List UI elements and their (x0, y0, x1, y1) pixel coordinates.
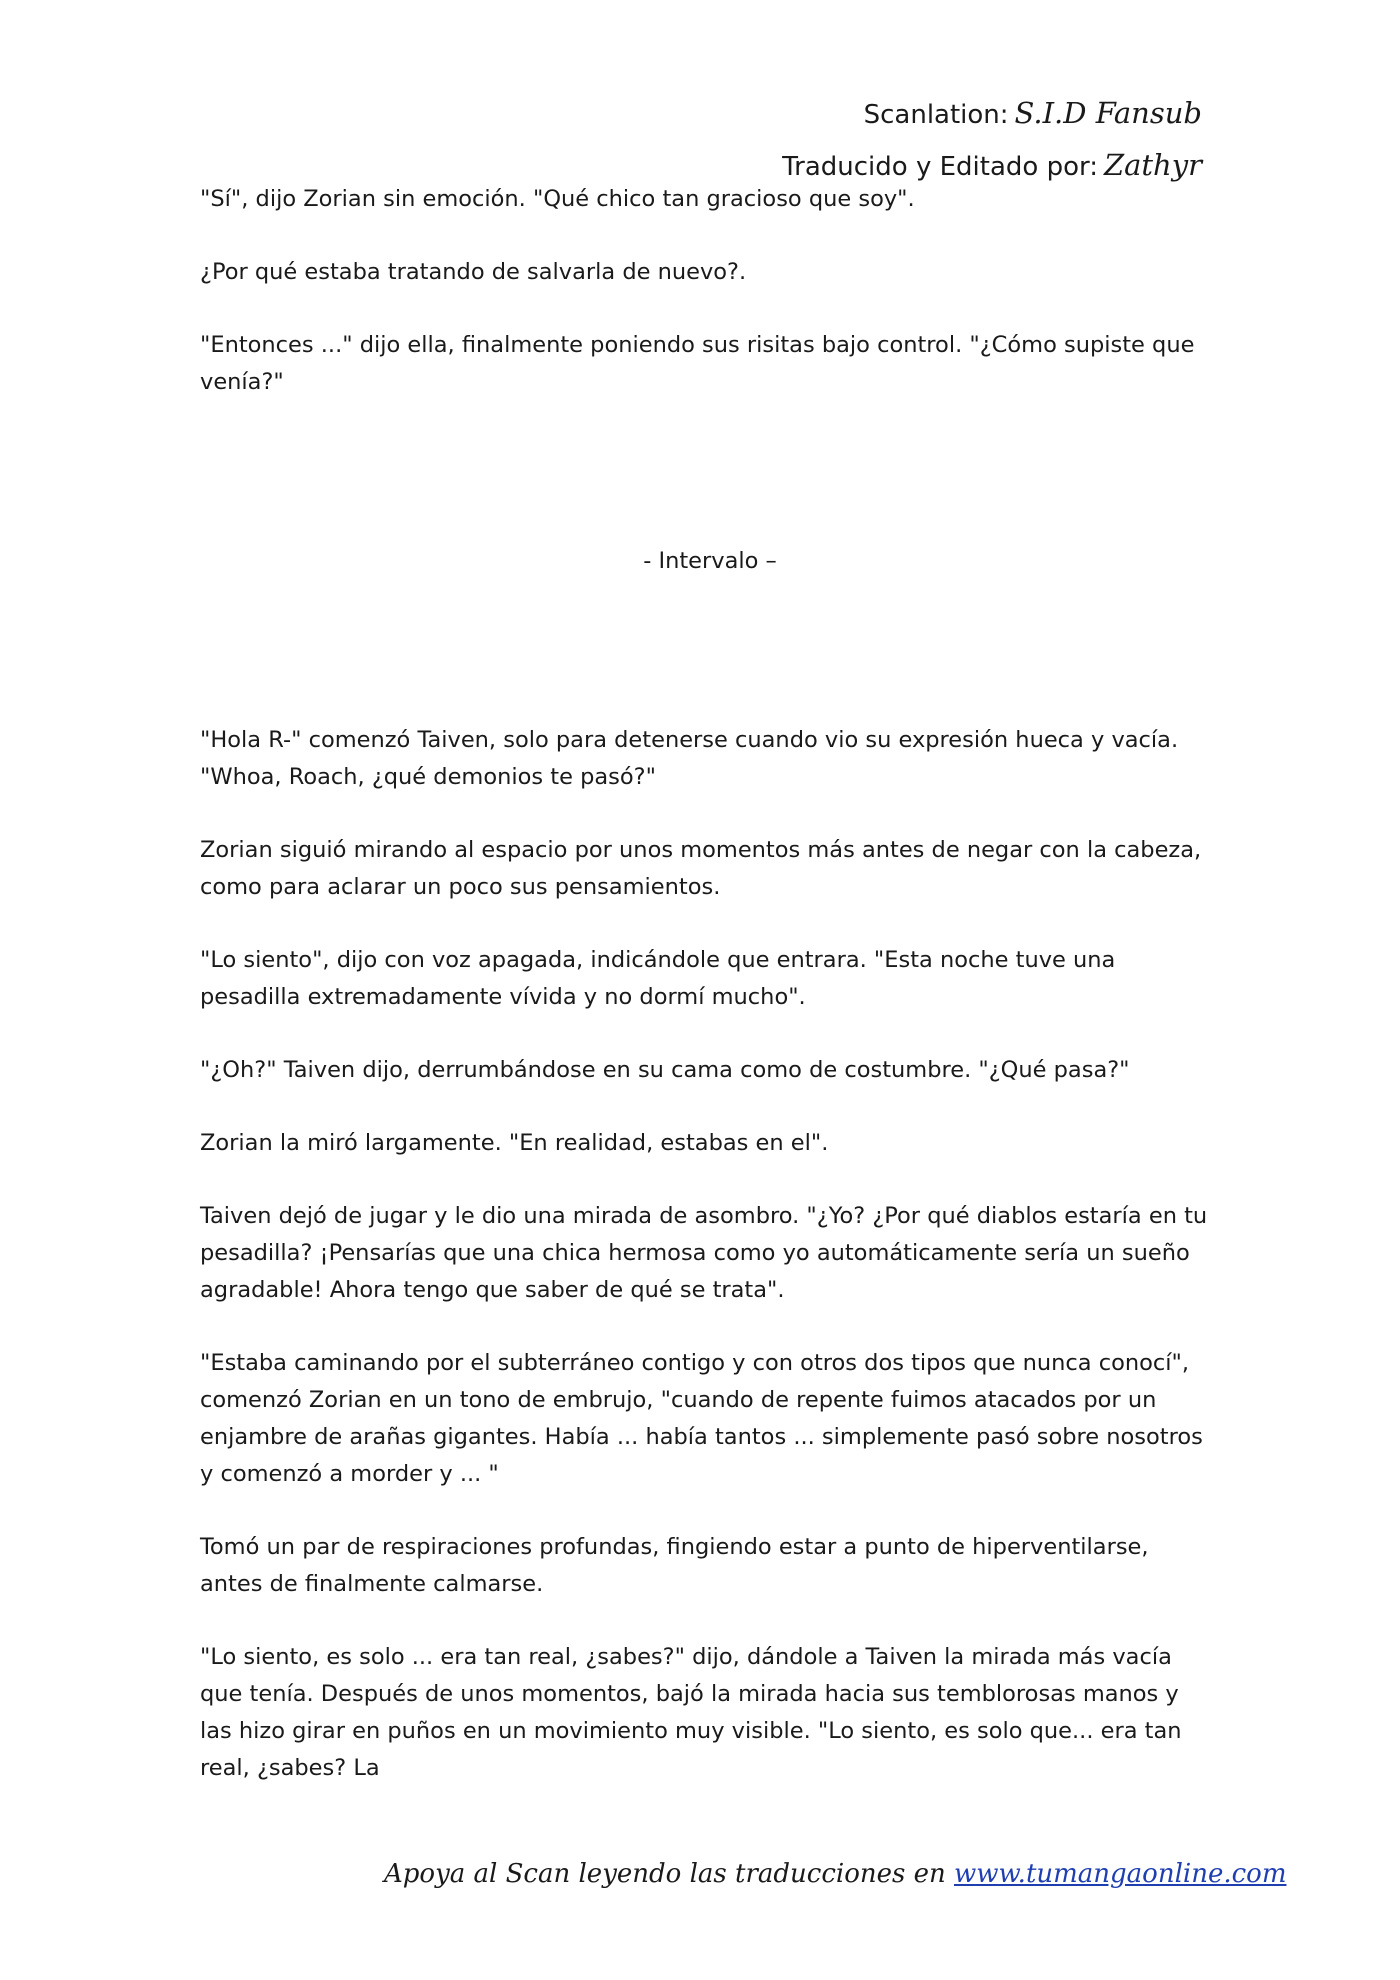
paragraph: "¿Oh?" Taiven dijo, derrumbándose en su cama como de costumbre. "¿Qué pasa?" (200, 1057, 1130, 1083)
scene-separator: - Intervalo – (643, 548, 777, 574)
paragraph: ¿Por qué estaba tratando de salvarla de nuevo?. (200, 259, 747, 285)
translator-label: Traducido y Editado por: (782, 152, 1098, 182)
footer-text: Apoya al Scan leyendo las traducciones en (384, 1859, 954, 1889)
paragraph: "Lo siento", dijo con voz apagada, indicándole que entrara. "Esta noche tuve una pesadilla extremadamente vívida y no dormí mucho". (200, 947, 1116, 1010)
scanlation-credit (402, 88, 1202, 140)
translator-name: Zathyr (1103, 148, 1202, 182)
paragraph: Tomó un par de respiraciones profundas, fingiendo estar a punto de hiperventilarse, antes de finalmente calmarse. (200, 1534, 1149, 1597)
footer-link[interactable]: www.tumangaonline.com (954, 1859, 1287, 1889)
paragraph: "Hola R-" comenzó Taiven, solo para detenerse cuando vio su expresión hueca y vacía. "Whoa, Roach, ¿qué demonios te pasó?" (200, 727, 1179, 790)
paragraph: "Lo siento, es solo ... era tan real, ¿sabes?" dijo, dándole a Taiven la mirada más vacía que tenía. Después de unos momentos, bajó la mirada hacia sus temblorosas manos y las hizo girar en puños en un movimiento muy visible. "Lo siento, es solo que... era tan real, ¿sabes? La (200, 1644, 1182, 1781)
footer-note (384, 1859, 1286, 1889)
credits-block (402, 88, 1202, 192)
paragraph: "Sí", dijo Zorian sin emoción. "Qué chico tan gracioso que soy". (200, 186, 915, 212)
chapter-text (200, 181, 1210, 1823)
paragraph: "Estaba caminando por el subterráneo contigo y con otros dos tipos que nunca conocí", comenzó Zorian en un tono de embrujo, "cuando de repente fuimos atacados por un enjambre de arañas gigantes. Había ... había tantos ... simplemente pasó sobre nosotros y comenzó a morder y ... " (200, 1350, 1203, 1487)
paragraph: Zorian la miró largamente. "En realidad, estabas en el". (200, 1130, 829, 1156)
paragraph: Zorian siguió mirando al espacio por unos momentos más antes de negar con la cabeza, como para aclarar un poco sus pensamientos. (200, 837, 1202, 900)
scanlation-label: Scanlation: (863, 100, 1009, 130)
paragraph: Taiven dejó de jugar y le dio una mirada de asombro. "¿Yo? ¿Por qué diablos estaría en tu pesadilla? ¡Pensarías que una chica hermosa como yo automáticamente sería un sueño agradable! Ahora tengo que saber de qué se trata". (200, 1203, 1208, 1303)
scanlation-group: S.I.D Fansub (1014, 96, 1202, 130)
paragraph: "Entonces ..." dijo ella, finalmente poniendo sus risitas bajo control. "¿Cómo supiste que venía?" (200, 332, 1195, 395)
